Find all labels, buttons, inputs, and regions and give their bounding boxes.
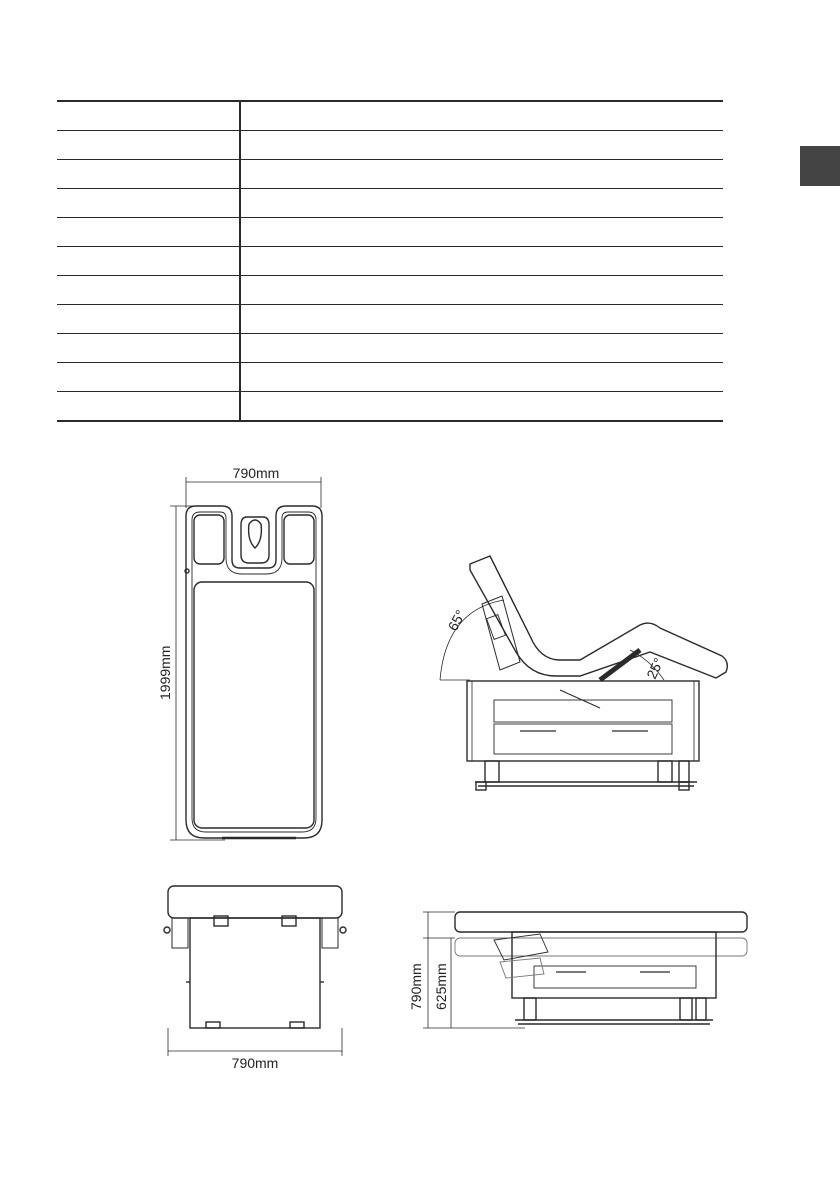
back-angle-label: 65° xyxy=(444,607,469,634)
top-width-label: 790mm xyxy=(232,465,280,481)
end-view xyxy=(164,886,346,1071)
end-width-label: 790mm xyxy=(231,1055,279,1071)
min-height-label: 625mm xyxy=(433,963,449,1010)
side-view-tilted xyxy=(440,556,727,790)
leg-angle-label: 25° xyxy=(643,655,667,682)
top-length-label: 1999mm xyxy=(157,645,173,700)
max-height-label: 790mm xyxy=(408,963,424,1010)
top-view xyxy=(157,465,322,840)
height-view xyxy=(408,912,747,1028)
